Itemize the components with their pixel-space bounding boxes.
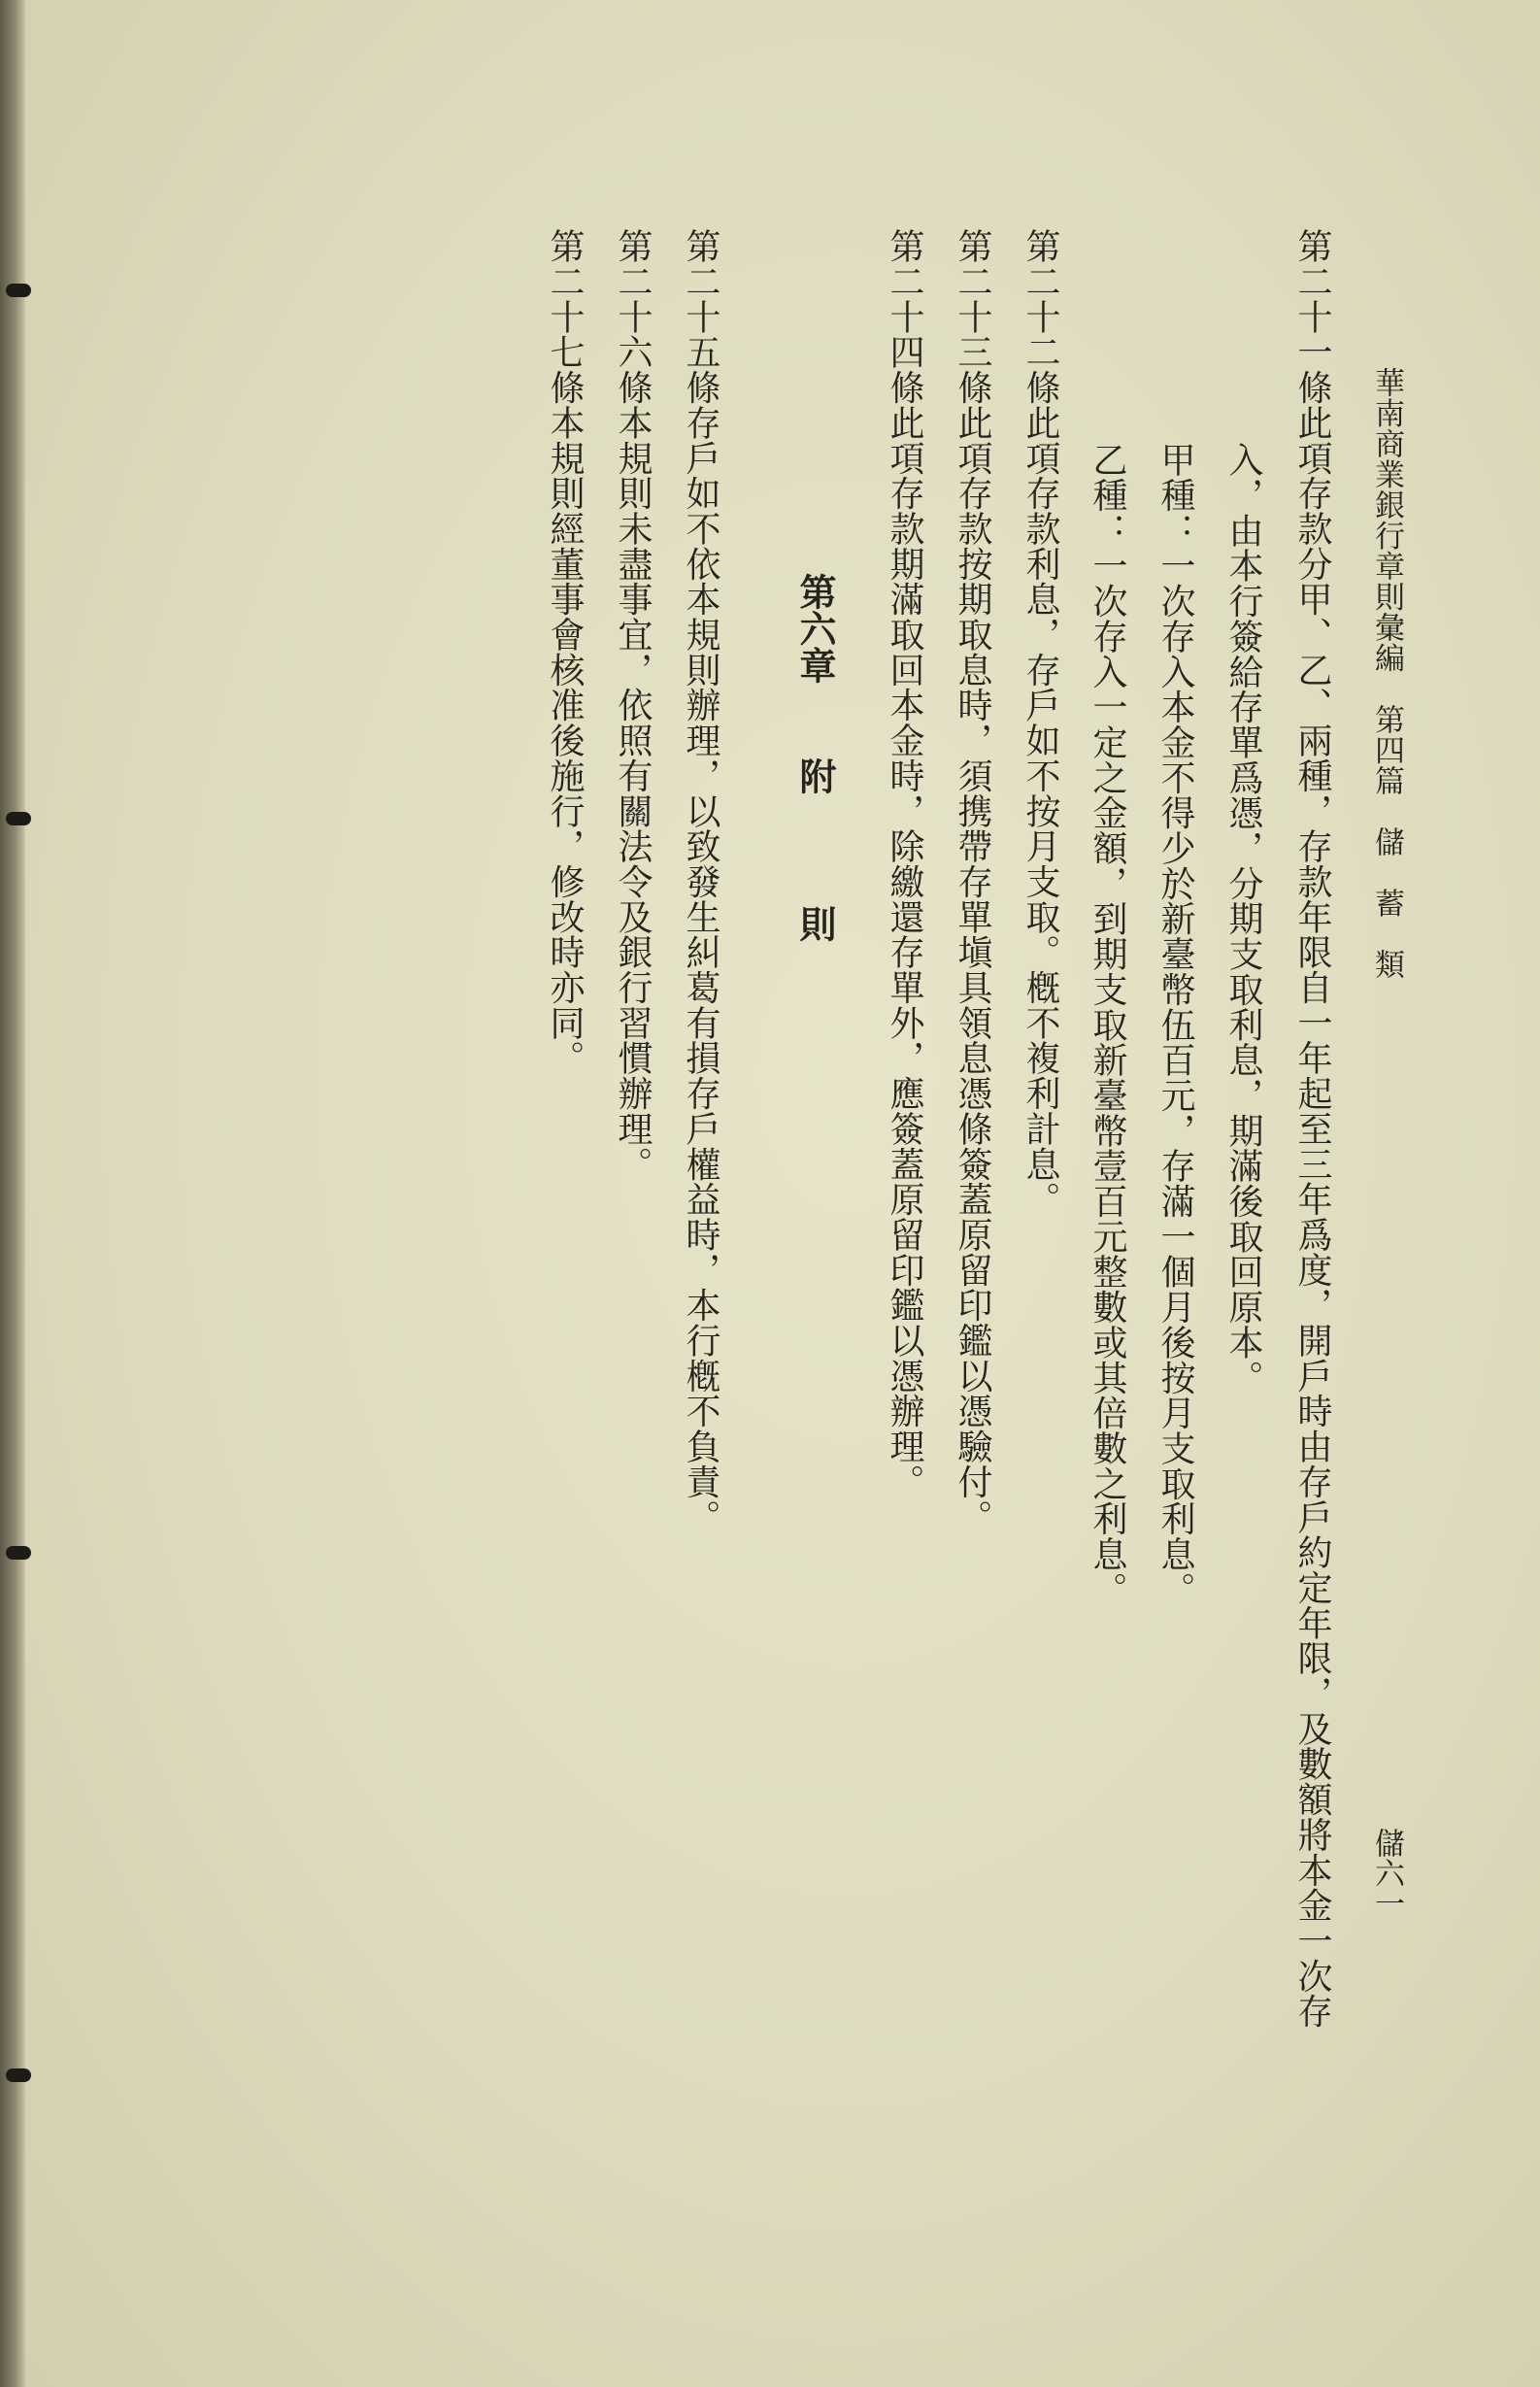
article-27: [546, 228, 583, 1075]
article-24: [886, 228, 922, 1499]
article-text: 此項存款按期取息時，須携帶存單塡具領息憑條簽蓋原留印鑑以憑驗付。: [953, 404, 992, 1534]
article-text: 本規則未盡事宜，依照有關法令及銀行習慣辦理。: [613, 404, 653, 1182]
binding-stitch: [6, 2068, 31, 2082]
binding-stitch: [6, 812, 31, 825]
running-title: 華南商業銀行章則彙編 第四篇 儲 蓄 類: [1369, 367, 1404, 980]
article-number: 第二十四條: [885, 228, 924, 405]
article-text: 本規則經董事會核准後施行，修改時亦同。: [545, 404, 585, 1076]
article-text: 此項存款利息，存戶如不按月支取。槪不複利計息。: [1021, 404, 1060, 1217]
chapter-heading: 第六章 附 則: [793, 573, 837, 942]
article-21-type-b: 乙種：一次存入一定之金額，到期支取新臺幣壹百元整數或其倍數之利息。: [1088, 442, 1127, 1607]
article-text: 存戶如不依本規則辦理，以致發生糾葛有損存戶權益時，本行槪不負責。: [681, 404, 720, 1534]
article-21: [1293, 228, 1330, 2029]
page-number: 儲六一: [1369, 1828, 1404, 1918]
article-number: 第二十五條: [681, 228, 720, 405]
article-21-type-a: 甲種：一次存入本金不得少於新臺幣伍百元，存滿一個月後按月支取利息。: [1155, 442, 1195, 1607]
article-25: [682, 228, 719, 1534]
article-23: [954, 228, 990, 1534]
book-spine: [0, 0, 25, 2387]
binding-stitch: [6, 284, 31, 297]
article-number: 第二十三條: [953, 228, 992, 405]
article-text: 此項存款期滿取回本金時，除繳還存單外，應簽蓋原留印鑑以憑辦理。: [885, 404, 924, 1499]
article-22: [1021, 228, 1058, 1217]
article-number: 第二十七條: [545, 228, 585, 405]
article-26: [614, 228, 651, 1181]
article-number: 第二十一條: [1292, 228, 1332, 405]
binding-stitch: [6, 1546, 31, 1560]
article-21-continuation: 入，由本行簽給存單爲憑，分期支取利息，期滿後取回原本。: [1223, 442, 1263, 1395]
article-text: 此項存款分甲、乙、兩種，存款年限自一年起至三年爲度，開戶時由存戶約定年限，及數額將本金一次存: [1292, 404, 1332, 2029]
article-number: 第二十二條: [1021, 228, 1060, 405]
article-number: 第二十六條: [613, 228, 653, 405]
